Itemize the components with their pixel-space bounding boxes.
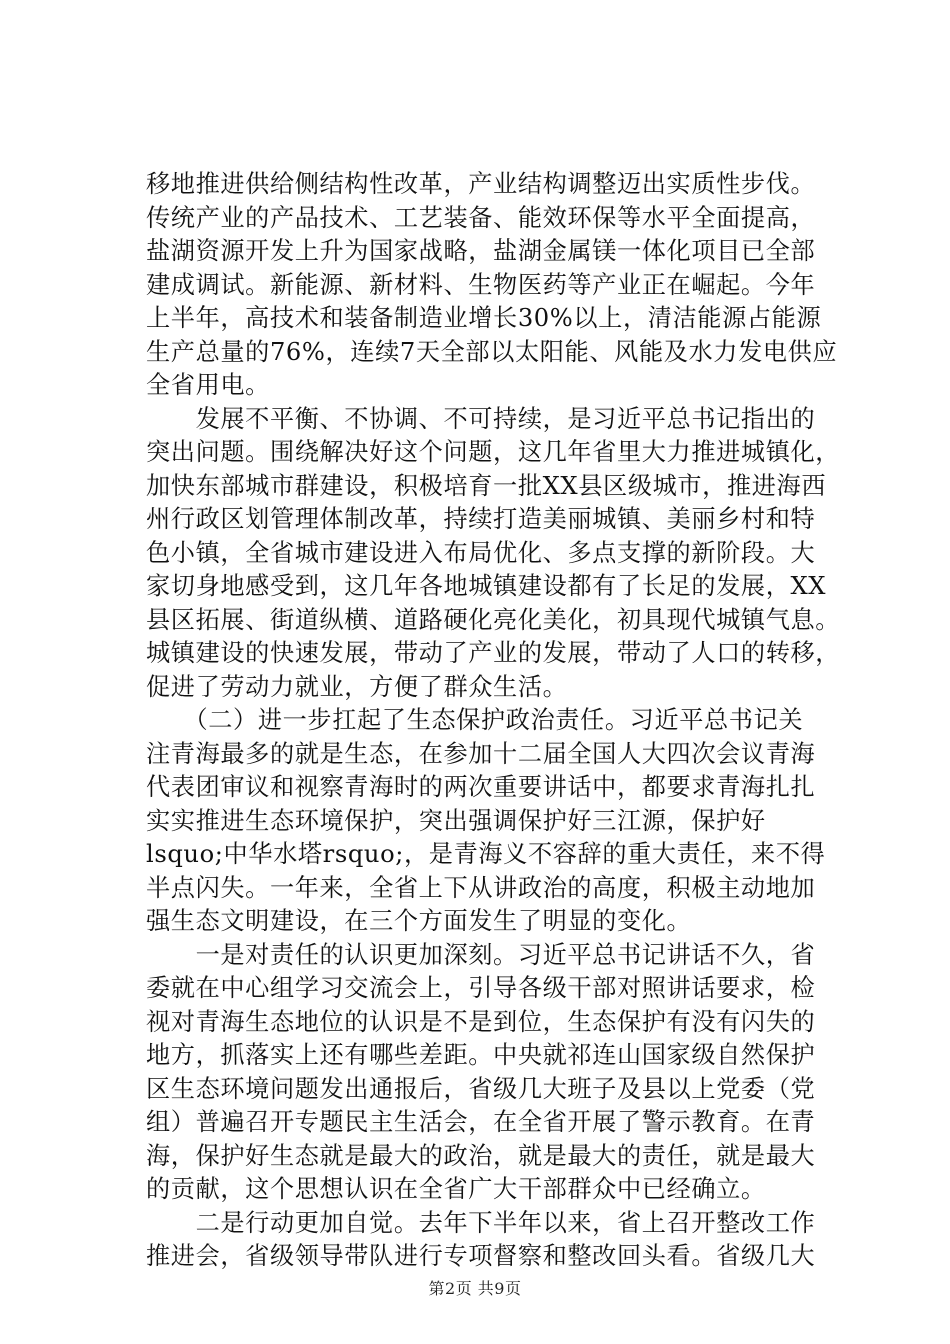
text-line: 视对青海生态地位的认识是不是到位，生态保护有没有闪失的 [146, 1007, 816, 1036]
text-line: 地方，抓落实上还有哪些差距。中央就祁连山国家级自然保护 [146, 1041, 816, 1069]
text-line: 海，保护好生态就是最大的政治，就是最大的责任，就是最大 [146, 1141, 816, 1170]
text-line: 生产总量的76%，连续7天全部以太阳能、风能及水力发电供应 [146, 337, 838, 366]
text-line: 家切身地感受到，这几年各地城镇建设都有了长足的发展，XX [146, 572, 827, 600]
text-line: 二是行动更加自觉。去年下半年以来，省上召开整改工作 [146, 1208, 816, 1237]
text-line: 盐湖资源开发上升为国家战略，盐湖金属镁一体化项目已全部 [146, 237, 816, 265]
text-line: 半点闪失。一年来，全省上下从讲政治的高度，积极主动地加 [146, 873, 816, 902]
text-line: 上半年，高技术和装备制造业增长30%以上，清洁能源占能源 [146, 304, 822, 332]
text-line: （二）进一步扛起了生态保护政治责任。习近平总书记关 [146, 706, 804, 734]
text-line: lsquo;中华水塔rsquo;，是青海义不容辞的重大责任，来不得 [146, 840, 826, 868]
text-line: 的贡献，这个思想认识在全省广大干部群众中已经确立。 [146, 1175, 766, 1203]
text-line: 城镇建设的快速发展，带动了产业的发展，带动了人口的转移， [146, 639, 841, 667]
text-line: 传统产业的产品技术、工艺装备、能效环保等水平全面提高， [146, 203, 816, 232]
text-line: 促进了劳动力就业，方便了群众生活。 [146, 672, 568, 701]
text-line: 一是对责任的认识更加深刻。习近平总书记讲话不久，省 [146, 940, 816, 969]
text-line: 强生态文明建设，在三个方面发生了明显的变化。 [146, 907, 692, 935]
body-text [146, 168, 841, 1274]
text-line: 全省用电。 [146, 371, 270, 399]
text-line: 组）普遍召开专题民主生活会，在全省开展了警示教育。在青 [146, 1108, 816, 1136]
text-line: 移地推进供给侧结构性改革，产业结构调整迈出实质性步伐。 [146, 170, 816, 198]
text-line: 委就在中心组学习交流会上，引导各级干部对照讲话要求，检 [146, 974, 816, 1002]
text-line: 突出问题。围绕解决好这个问题，这几年省里大力推进城镇化， [146, 438, 841, 466]
page-footer: 第2页 共9页 [428, 1279, 522, 1298]
text-line: 区生态环境问题发出通报后，省级几大班子及县以上党委（党 [146, 1074, 816, 1103]
text-line: 实实推进生态环境保护，突出强调保护好三江源，保护好 [146, 806, 766, 835]
text-line: 代表团审议和视察青海时的两次重要讲话中，都要求青海扎扎 [146, 773, 816, 801]
text-line: 发展不平衡、不协调、不可持续，是习近平总书记指出的 [146, 404, 816, 433]
text-line: 推进会，省级领导带队进行专项督察和整改回头看。省级几大 [146, 1242, 816, 1270]
text-line: 州行政区划管理体制改革，持续打造美丽城镇、美丽乡村和特 [146, 505, 816, 533]
text-line: 加快东部城市群建设，积极培育一批XX县区级城市，推进海西 [146, 471, 827, 500]
text-line: 注青海最多的就是生态，在参加十二届全国人大四次会议青海 [146, 739, 816, 768]
text-line: 县区拓展、街道纵横、道路硬化亮化美化，初具现代城镇气息。 [146, 605, 841, 634]
text-line: 色小镇，全省城市建设进入布局优化、多点支撑的新阶段。大 [146, 538, 816, 567]
text-line: 建成调试。新能源、新材料、生物医药等产业正在崛起。今年 [146, 270, 816, 299]
